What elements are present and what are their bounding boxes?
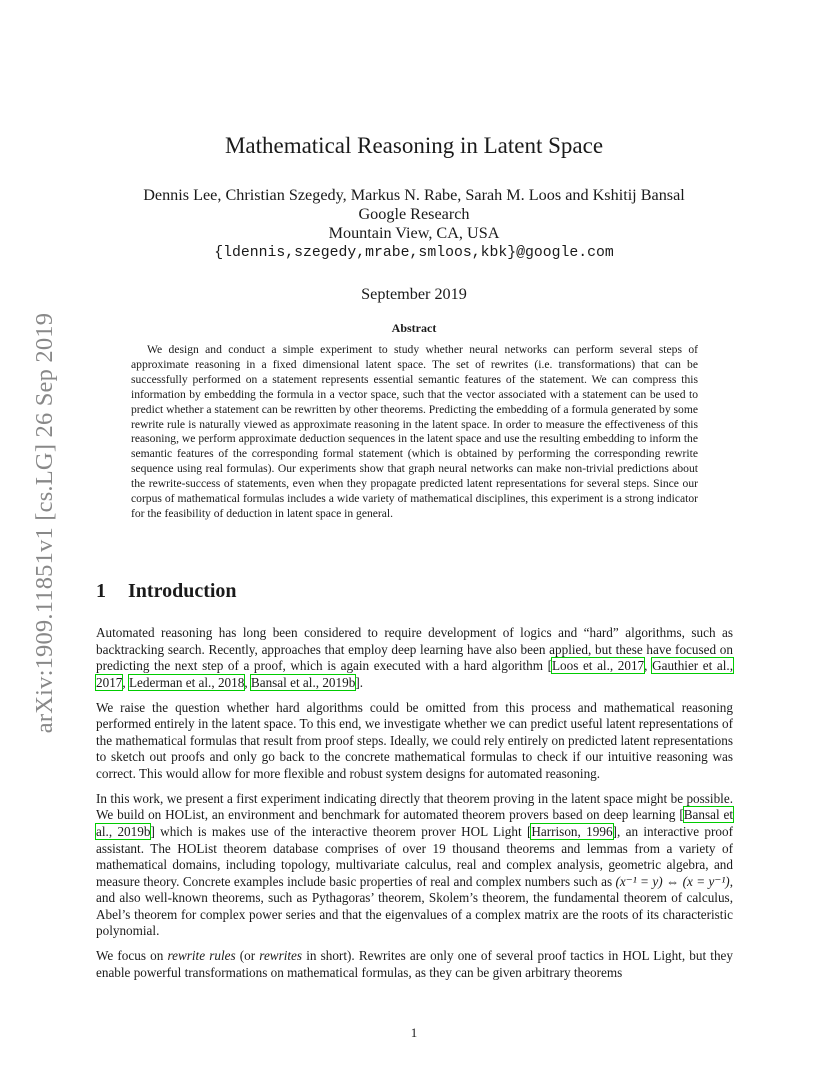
abstract-heading: Abstract: [391, 321, 437, 335]
separator: ,: [122, 674, 129, 690]
section-number: 1: [96, 580, 106, 602]
arxiv-identifier-sidebar: [33, 285, 57, 760]
paragraph-text: In this work, we present a first experiment indicating directly that theorem proving in the latent space might be possible. We build on HOList, an environment and benchmark for automated theorem provers based on deep learning [: [96, 790, 733, 823]
author-list: Dennis Lee, Christian Szegedy, Markus N. Rabe, Sarah M. Loos and Kshitij Bansal: [143, 186, 685, 204]
paragraph-text: ] which is makes use of the interactive theorem prover HOL Light [: [150, 824, 532, 840]
page-number: 1: [410, 1025, 418, 1040]
author-block: [0, 186, 828, 263]
paragraph-2: We raise the question whether hard algorithms could be omitted from this process and mathematical reasoning performed entirely in the latent space. To this end, we investigate whether we can predict useful latent representations of the mathematical formulas that result from proof steps. Ideally, we could rely entirely on predicted latent representations to sketch out proofs and only go back to the concrete mathematical formulas to check if our intuitive reasoning was correct. This would allow for more flexible and robust system designs for automated reasoning.: [96, 699, 733, 781]
citation-link[interactable]: Bansal et al., 2019b: [96, 807, 733, 840]
abstract: [131, 343, 698, 522]
paragraph-text: in short). Rewrites are only one of several proof tactics in HOL Light, but they enable powerful transformations on mathematical formulas, as they can be given arbitrary theorems: [96, 948, 733, 980]
paragraph-text: ], an interactive proof assistant. The HOList theorem database comprises of over 19 thousand theorems and lemmas from a variety of mathematical domains, including topology, multivariate calculus, real and complex analysis, geometric algebra, and measure theory. Concrete examples include basic properties of real and complex numbers such as: [96, 824, 733, 889]
paragraph-text: (or: [235, 948, 260, 964]
arxiv-identifier: arXiv:1909.11851v1 [cs.LG] 26 Sep 2019: [31, 312, 58, 733]
section-heading: [96, 580, 237, 603]
paragraph-text: We focus on: [96, 948, 168, 964]
paragraph-text: , and also well-known theorems, such as Pythagoras’ theorem, Skolem’s theorem, the fundamental theorem of calculus, Abel’s theorem for complex power series and that the eigenvalues of a complex matrix are the roots of its characteristic polynomial.: [96, 873, 733, 939]
section-title: Introduction: [128, 580, 237, 602]
paragraph-text: ].: [355, 674, 364, 690]
location: Mountain View, CA, USA: [328, 224, 500, 243]
abstract-text: We design and conduct a simple experiment to study whether neural networks can perform several steps of approximate reasoning in a fixed dimensional latent space. The set of rewrites (i.e. transformations) that can be successfully performed on a statement represents essential semantic features of the statement. We can compress this information by embedding the formula in a vector space, such that the vector associated with a statement can be used to predict whether a statement can be rewritten by other theorems. Predicting the embedding of a formula generated by some rewrite rule is naturally viewed as approximate reasoning in the latent space. In order to measure the effectiveness of this reasoning, we perform approximate deduction sequences in the latent space and use the resulting embedding to inform the semantic features of the corresponding formal statement (which is obtained by performing the corresponding rewrite sequence using real formulas). Our experiments show that graph neural networks can make non-trivial predictions about the rewrite-success of statements, even when they propagate predicted latent representations for several steps. Since our corpus of mathematical formulas includes a wide variety of mathematical disciplines, this experiment is a strong indicator for the feasibility of deduction in latent space in general.: [131, 343, 698, 520]
paragraph-1: [96, 625, 733, 691]
paragraph-4: [96, 948, 733, 981]
emphasis: rewrite rules: [167, 948, 236, 964]
author-emails: {ldennis,szegedy,mrabe,smloos,kbk}@google.com: [214, 244, 614, 261]
citation-link[interactable]: Harrison, 1996: [531, 824, 613, 840]
math-formula: (x⁻¹ = y) ⇔ (x = y⁻¹): [615, 873, 730, 889]
paper-title: Mathematical Reasoning in Latent Space: [224, 133, 604, 158]
paper-date: September 2019: [361, 285, 467, 303]
citation-link[interactable]: Bansal et al., 2019b: [250, 674, 356, 690]
body-text: [96, 625, 733, 990]
separator: ,: [244, 674, 251, 690]
citation-link[interactable]: Lederman et al., 2018: [128, 674, 245, 690]
citation-link[interactable]: Gauthier et al., 2017: [96, 658, 734, 690]
paragraph-text: Automated reasoning has long been considered to require development of logics and “hard” algorithms, such as backtracking search. Recently, approaches that employ deep learning have also been applied, but these have focused on predicting the next step of a proof, which is again executed with a hard algorithm [: [96, 625, 733, 674]
emphasis: rewrites: [259, 948, 303, 964]
separator: ,: [644, 658, 653, 674]
paragraph-3: [96, 791, 733, 940]
citation-link[interactable]: Loos et al., 2017: [551, 658, 645, 674]
affiliation: Google Research: [358, 205, 470, 224]
